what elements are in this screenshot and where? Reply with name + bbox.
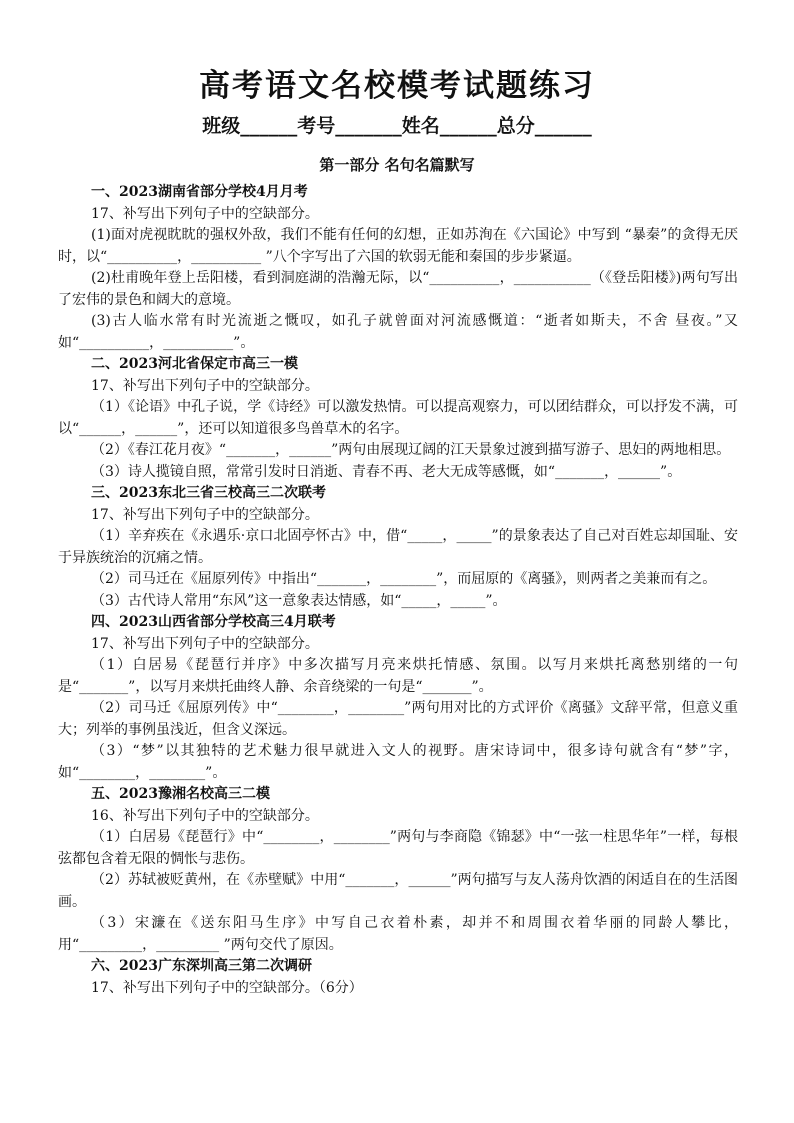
section-heading: 二、2023河北省保定市高三一模: [91, 356, 298, 372]
section-heading: 五、2023豫湘名校高三二模: [91, 786, 270, 802]
question-item: （2）司马迁在《屈原列传》中指出“_______，________”，而屈原的《离骚》，则两者之美兼而有之。: [91, 571, 717, 587]
section-instruction: 17、补写出下列句子中的空缺部分。: [91, 377, 319, 394]
question-item: （2）司马迁《屈原列传》中“________，________”两句用对比的方式评价《离骚》文辞平常，但意义重大；列举的事例虽浅近，但含义深远。: [58, 700, 738, 738]
section-instruction: 17、补写出下列句子中的空缺部分。: [91, 635, 319, 652]
section-heading: 三、2023东北三省三校高三二次联考: [91, 485, 326, 501]
section-instruction: 17、补写出下列句子中的空缺部分。（6分）: [91, 979, 363, 996]
question-item: （1）白居易《琵琶行并序》中多次描写月亮来烘托情感、氛围。以写月来烘托离愁别绪的一句是“_______”，以写月来烘托曲终人静、余音绕梁的一句是“_______”。: [58, 657, 738, 695]
section-instruction: 16、补写出下列句子中的空缺部分。: [91, 807, 319, 824]
section-heading: 一、2023湖南省部分学校4月月考: [91, 184, 308, 200]
question-item: （3）宋濂在《送东阳马生序》中写自己衣着朴素，却并不和周围衣着华丽的同龄人攀比，用“_________，_________ ”两句交代了原因。: [58, 915, 738, 953]
question-item: (2)杜甫晚年登上岳阳楼，看到洞庭湖的浩瀚无际，以“__________，___________（《登岳阳楼》)两句写出了宏伟的景色和阔大的意境。: [58, 270, 738, 308]
section-instruction: 17、补写出下列句子中的空缺部分。: [91, 506, 319, 523]
question-item: (1)面对虎视眈眈的强权外敌，我们不能有任何的幻想，正如苏洵在《六国论》中写到 “暴秦”的贪得无厌时，以“__________，__________ ”八个字写出了六国的软弱无能和秦国的步步紧逼。: [58, 227, 738, 265]
question-item: （1）辛弃疾在《永遇乐·京口北固亭怀古》中，借“_____，_____”的景象表达了自己对百姓忘却国耻、安于异族统治的沉痛之情。: [58, 528, 738, 566]
student-info-line: 班级______考号_______姓名______总分______: [202, 115, 592, 137]
question-item: （3）“梦”以其独特的艺术魅力很早就进入文人的视野。唐宋诗词中，很多诗句就含有“梦”字，如“________，________”。: [58, 743, 738, 781]
section-heading: 六、2023广东深圳高三第二次调研: [91, 958, 312, 974]
question-item: （2）《春江花月夜》“_______，______”两句由展现辽阔的江天景象过渡到描写游子、思妇的两地相思。: [91, 442, 731, 458]
question-content: [58, 182, 738, 999]
question-item: （2）苏轼被贬黄州，在《赤壁赋》中用“_______，______”两句描写与友人荡舟饮酒的闲适自在的生活图画。: [58, 872, 738, 910]
question-item: （3）诗人揽镜自照，常常引发时日消逝、青春不再、老大无成等感慨，如“_______，______”。: [91, 463, 682, 480]
page-title: 高考语文名校模考试题练习: [199, 68, 595, 104]
question-item: (3)古人临水常有时光流逝之慨叹，如孔子就曾面对河流感慨道：“逝者如斯夫，不舍 昼夜。”又如“__________，__________”。: [58, 313, 738, 351]
question-item: （1）《论语》中孔子说，学《诗经》可以激发热情。可以提高观察力，可以团结群众，可以抒发不满，可以“______，______”，还可以知道很多鸟兽草木的名字。: [58, 399, 738, 437]
question-item: （1）白居易《琵琶行》中“________，________”两句与李商隐《锦瑟》中“一弦一柱思华年”一样，每根弦都包含着无限的惆怅与悲伤。: [58, 829, 738, 867]
section-heading: 四、2023山西省部分学校高三4月联考: [91, 614, 336, 630]
section-instruction: 17、补写出下列句子中的空缺部分。: [91, 205, 319, 222]
part-title: 第一部分 名句名篇默写: [319, 156, 475, 174]
question-item: （3）古代诗人常用“东风”这一意象表达情感，如“_____，_____”。: [91, 592, 507, 609]
